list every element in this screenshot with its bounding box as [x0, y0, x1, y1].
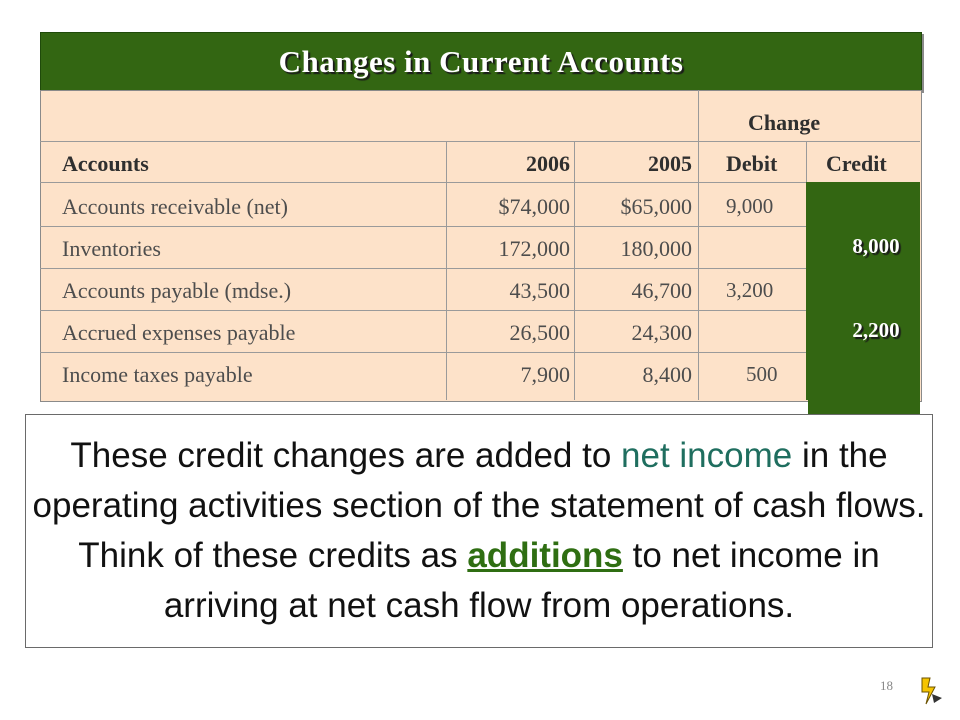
divider	[40, 141, 920, 142]
credit-value: 2,200	[852, 318, 900, 342]
divider	[806, 141, 807, 182]
credit-column-highlight	[806, 182, 920, 400]
value-2006: 43,500	[509, 278, 570, 303]
divider	[40, 352, 806, 353]
value-2006: 7,900	[520, 362, 570, 387]
value-2006: 172,000	[498, 236, 570, 261]
slide-title: Changes in Current Accounts	[278, 43, 684, 79]
value-2005: 24,300	[631, 320, 692, 345]
credit-header: Credit	[826, 151, 887, 176]
year-2006-header: 2006	[526, 151, 570, 176]
year-2005-header: 2005	[648, 151, 692, 176]
account-name: Accounts payable (mdse.)	[62, 278, 292, 303]
value-2005: $65,000	[620, 194, 692, 219]
title-banner	[40, 32, 922, 91]
debit-value: 9,000	[726, 194, 774, 218]
additions-emphasis: additions	[467, 536, 623, 575]
value-2006: $74,000	[498, 194, 570, 219]
divider	[698, 90, 699, 400]
accounts-header: Accounts	[62, 151, 149, 176]
credit-value: 8,000	[852, 234, 900, 258]
value-2005: 46,700	[631, 278, 692, 303]
note-text: in the operating activities section of the statement of cash flows. Think of these credits as	[32, 436, 926, 575]
account-name: Accrued expenses payable	[62, 320, 296, 345]
account-name: Inventories	[62, 236, 161, 261]
change-header: Change	[748, 110, 821, 135]
note-text: to net income in arriving at net cash flow from operations.	[163, 536, 880, 625]
debit-value: 500	[746, 362, 778, 386]
divider	[40, 268, 806, 269]
value-2005: 8,400	[642, 362, 692, 387]
debit-value: 3,200	[726, 278, 774, 302]
value-2006: 26,500	[509, 320, 570, 345]
divider	[40, 226, 806, 227]
divider	[40, 310, 806, 311]
account-name: Accounts receivable (net)	[62, 194, 288, 219]
debit-header: Debit	[726, 151, 778, 176]
note-text: These credit changes are added to	[70, 436, 622, 475]
net-income-highlight: net income	[621, 436, 793, 475]
account-name: Income taxes payable	[62, 362, 253, 387]
explanation-box	[25, 414, 933, 648]
lightning-bolt-icon[interactable]	[918, 676, 944, 706]
credit-column-highlight	[808, 400, 920, 414]
value-2005: 180,000	[620, 236, 692, 261]
divider	[40, 182, 806, 183]
page-number: 18	[880, 678, 893, 693]
